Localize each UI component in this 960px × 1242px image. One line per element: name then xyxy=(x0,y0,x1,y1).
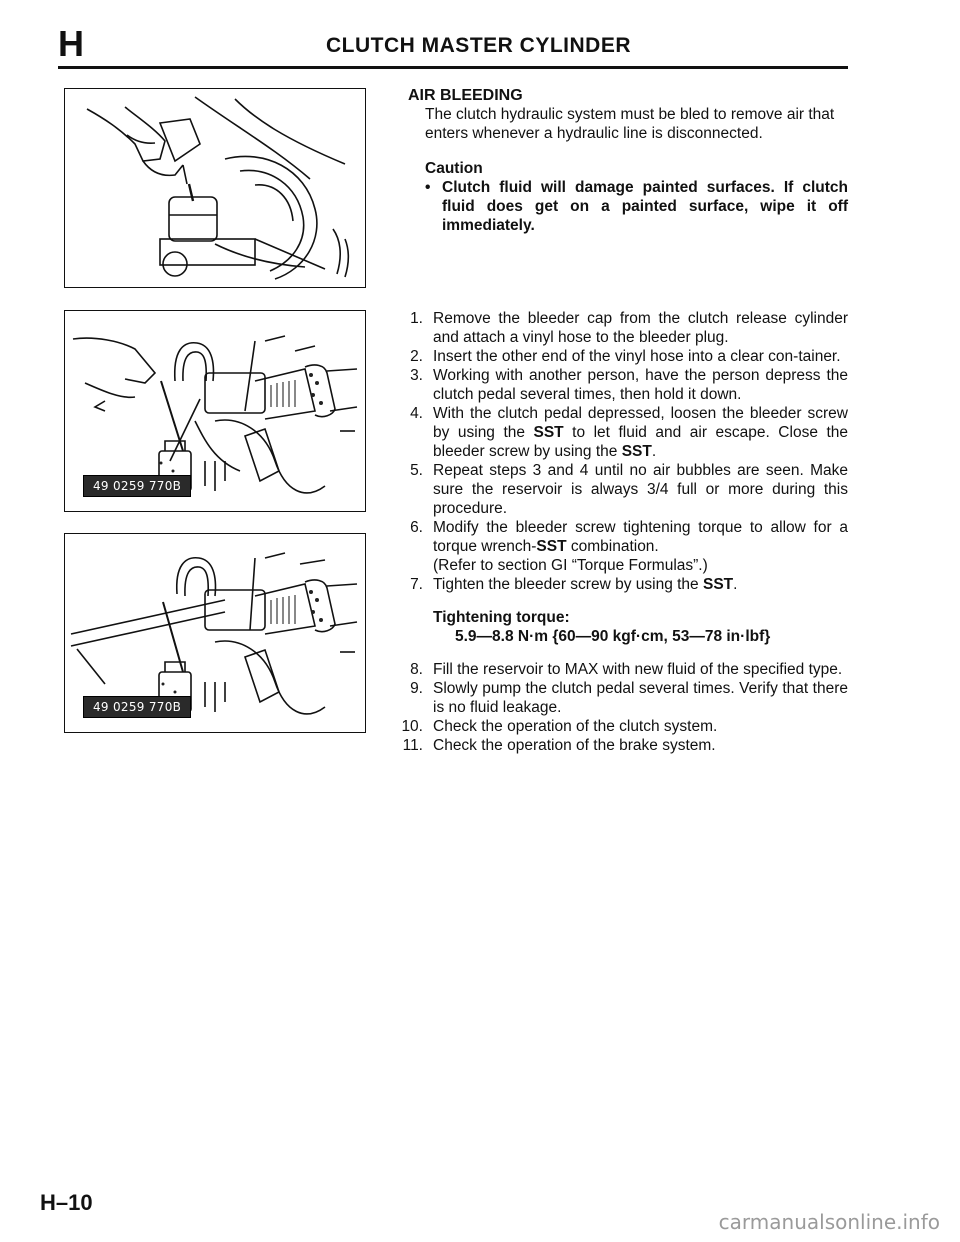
step-item: 3. Working with another person, have the person depress the clutch pedal several times, then hold it down. xyxy=(410,367,848,403)
intro-paragraph: The clutch hydraulic system must be bled to remove air that enters whenever a hydraulic line is disconnected. xyxy=(425,106,835,142)
step-item: 6. Modify the bleeder screw tightening torque to allow for a torque wrench-SST combination. (Refer to section GI “Torque Formulas”.) xyxy=(410,519,848,574)
step-item: 9. Slowly pump the clutch pedal several times. Verify that there is no fluid leakage. xyxy=(410,680,848,716)
step-item: 11. Check the operation of the brake system. xyxy=(402,737,716,754)
caution-item: • Clutch fluid will damage painted surfaces. If clutch fluid does get on a painted surface, wipe it off immediately. xyxy=(425,178,848,235)
tightening-torque xyxy=(385,608,848,646)
watermark-text: carmanualsonline.info xyxy=(718,1210,940,1234)
figure-2-sst-tag: 49 0259 770B xyxy=(83,475,191,497)
sst-term: SST xyxy=(621,443,652,460)
page-title: CLUTCH MASTER CYLINDER xyxy=(326,34,631,57)
page-header xyxy=(58,23,848,69)
torque-value: 5.9—8.8 N·m {60—90 kgf·cm, 53—78 in·lbf} xyxy=(455,628,771,645)
figure-fill-reservoir xyxy=(64,88,366,288)
step-item: 2. Insert the other end of the vinyl hose into a clear con-tainer. xyxy=(410,348,841,365)
figure-torque-wrench xyxy=(64,533,366,733)
procedure-steps xyxy=(385,309,848,755)
step-item: 7. Tighten the bleeder screw by using the SST. Tightening torque: 5.9—8.8 N·m {60—90 kgf·cm, 53—78 in·lbf} xyxy=(385,575,848,646)
step-item: 4. With the clutch pedal depressed, loosen the bleeder screw by using the SST to let fluid and air escape. Close the bleeder screw by using the SST. xyxy=(410,405,848,460)
fill-reservoir-illustration xyxy=(65,89,365,287)
step-item: 10. Check the operation of the clutch system. xyxy=(401,718,718,735)
caution-list xyxy=(425,178,848,235)
step-item: 1. Remove the bleeder cap from the clutch release cylinder and attach a vinyl hose to the bleeder plug. xyxy=(410,310,848,346)
torque-title: Tightening torque: xyxy=(433,609,570,626)
caution-title: Caution xyxy=(425,160,483,177)
step-item: 8. Fill the reservoir to MAX with new fluid of the specified type. xyxy=(410,661,843,678)
sst-term: SST xyxy=(702,576,734,593)
section-letter: H xyxy=(58,23,84,64)
figure-3-sst-tag: 49 0259 770B xyxy=(83,696,191,718)
step-item: 5. Repeat steps 3 and 4 until no air bubbles are seen. Make sure the reservoir is always 3/4 full or more during this procedure. xyxy=(410,462,848,517)
page-number: H–10 xyxy=(40,1190,93,1215)
figure-bleeder-hose xyxy=(64,310,366,512)
sst-term: SST xyxy=(536,538,567,555)
sst-term: SST xyxy=(533,424,564,441)
section-heading: AIR BLEEDING xyxy=(408,87,523,104)
air-bleeding-section xyxy=(408,86,848,235)
